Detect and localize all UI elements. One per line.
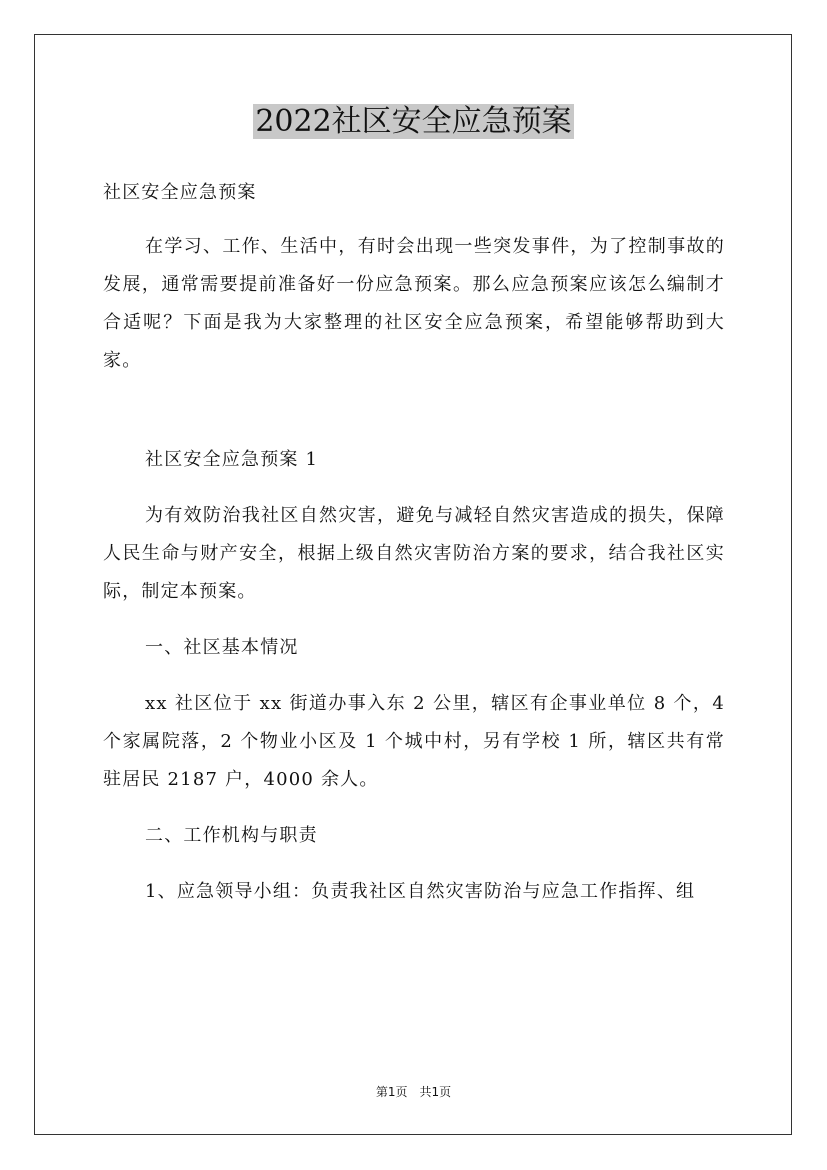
section-intro-paragraph: 为有效防治我社区自然灾害，避免与减轻自然灾害造成的损失，保障人民生命与财产安全，根据上级自然灾害防治方案的要求，结合我社区实际，制定本预案。 (103, 505, 725, 602)
page-number: 第1页 共1页 (375, 1085, 452, 1099)
intro-paragraph: 在学习、工作、生活中，有时会出现一些突发事件，为了控制事故的发展，通常需要提前准备好一份应急预案。那么应急预案应该怎么编制才合适呢？下面是我为大家整理的社区安全应急预案，希望能够帮助到大家。 (103, 236, 725, 371)
organization-paragraph: 1、应急领导小组：负责我社区自然灾害防治与应急工作指挥、组 (145, 881, 696, 902)
basic-info-paragraph: xx 社区位于 xx 街道办事入东 2 公里，辖区有企事业单位 8 个，4 个家属院落，2 个物业小区及 1 个城中村，另有学校 1 所，辖区共有常驻居民 2187 户，4000 余人。 (103, 693, 725, 790)
document-title-text: 2022社区安全应急预案 (255, 104, 572, 139)
document-title (0, 100, 827, 144)
document-subtitle: 社区安全应急预案 (103, 182, 257, 203)
document-body (103, 174, 725, 911)
heading-organization: 二、工作机构与职责 (145, 825, 318, 846)
section-title: 社区安全应急预案 1 (145, 449, 319, 470)
heading-basic-info: 一、社区基本情况 (145, 637, 299, 658)
